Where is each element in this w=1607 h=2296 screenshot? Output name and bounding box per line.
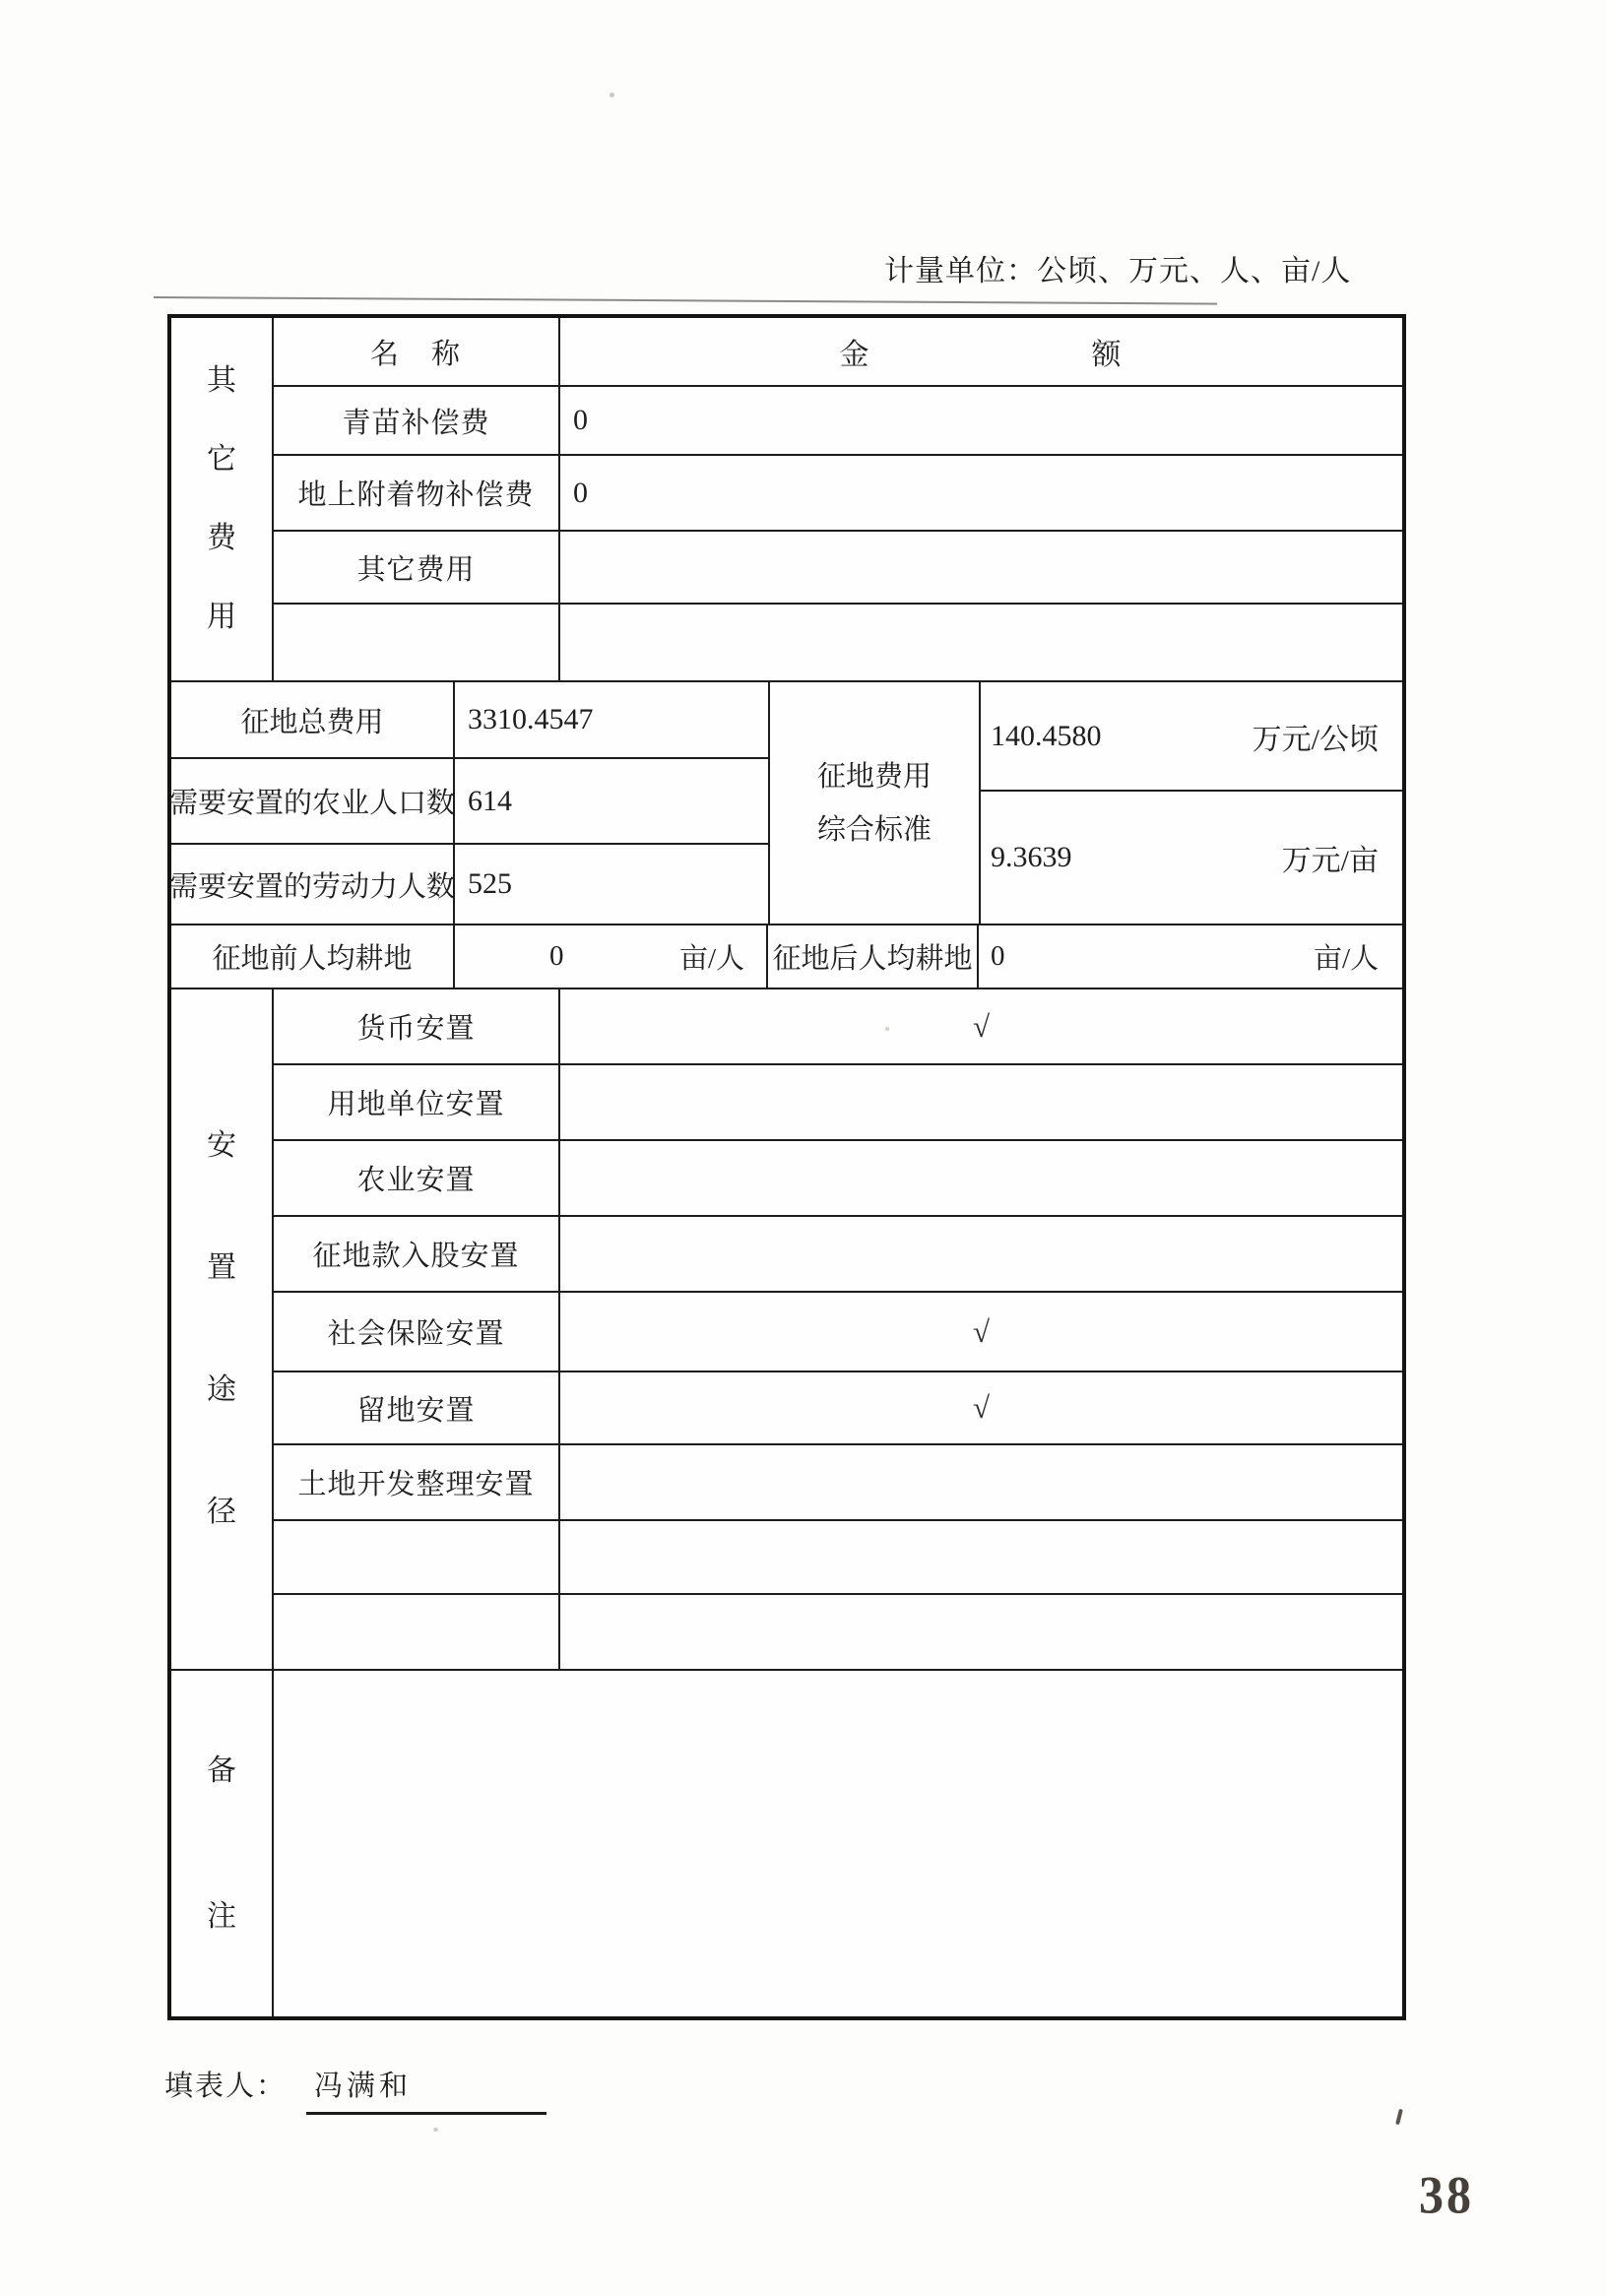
resettlement-check-cell [560, 1595, 1402, 1669]
labor-count-label: 需要安置的劳动力人数 [171, 845, 455, 924]
scan-speck [885, 1027, 889, 1031]
table-row [274, 1217, 1402, 1293]
section-remarks [171, 1671, 1402, 2016]
scan-speck [610, 93, 614, 97]
resettlement-check-cell [560, 1065, 1402, 1139]
resettlement-name-cell [274, 1595, 560, 1669]
resettlement-name-cell [274, 1521, 560, 1593]
agri-population-label: 需要安置的农业人口数 [171, 759, 455, 843]
table-row [171, 682, 768, 759]
pre-expropriation-unit: 亩/人 [678, 943, 744, 975]
other-fees-rows [274, 318, 1402, 680]
table-row [274, 456, 1402, 532]
resettlement-name-cell: 社会保险安置 [274, 1293, 560, 1371]
standard-row [981, 792, 1402, 924]
column-header-name: 名 称 [274, 318, 560, 385]
resettlement-name-cell: 货币安置 [274, 989, 560, 1063]
fee-amount-cell: 0 [573, 476, 588, 509]
fee-name-cell: 青苗补偿费 [274, 387, 560, 454]
section-resettlement [171, 989, 1402, 1671]
post-expropriation-label: 征地后人均耕地 [768, 925, 979, 988]
page-number: 38 [1419, 2164, 1474, 2225]
remarks-section-label: 备注 [207, 1754, 236, 1933]
total-cost-label: 征地总费用 [171, 682, 455, 757]
standard-value: 140.4580 [991, 719, 1102, 752]
cost-summary-left [171, 682, 770, 924]
resettlement-check-cell [560, 1217, 1402, 1291]
section-other-fees [171, 318, 1402, 682]
fee-name-cell: 其它费用 [274, 532, 560, 603]
fee-name-cell: 地上附着物补偿费 [274, 456, 560, 530]
table-row [274, 387, 1402, 456]
resettlement-section-label-cell [171, 989, 274, 1669]
resettlement-check-cell [560, 1141, 1402, 1215]
table-row [274, 1293, 1402, 1372]
pre-expropriation-value: 0 [549, 940, 564, 972]
resettlement-check-cell: √ [972, 1313, 990, 1349]
table-row [274, 1445, 1402, 1521]
table-row [274, 989, 1402, 1065]
fee-name-cell [274, 605, 560, 680]
per-capita-farmland-row [171, 925, 1402, 988]
table-header-row [274, 318, 1402, 387]
total-cost-value: 3310.4547 [468, 703, 594, 735]
comprehensive-standard-label: 征地费用综合标准 [816, 760, 932, 846]
resettlement-name-cell: 征地款入股安置 [274, 1217, 560, 1291]
column-header-amount: 金 额 [839, 339, 1124, 371]
table-row-empty [274, 1595, 1402, 1669]
table-row [274, 532, 1402, 605]
comprehensive-standard-block [770, 682, 1402, 924]
standard-unit: 万元/亩 [1281, 845, 1379, 877]
labor-count-value: 525 [468, 867, 512, 900]
table-row [274, 1065, 1402, 1141]
agri-population-value: 614 [468, 784, 512, 817]
section-cost-summary [171, 682, 1402, 989]
fee-amount-cell [560, 532, 1402, 603]
resettlement-section-label: 安置途径 [207, 1129, 236, 1528]
table-row-empty [274, 1521, 1402, 1595]
standard-unit: 万元/公顷 [1252, 723, 1379, 756]
table-row-empty [274, 605, 1402, 680]
pre-expropriation-label: 征地前人均耕地 [171, 925, 455, 988]
resettlement-name-cell: 用地单位安置 [274, 1065, 560, 1139]
resettlement-check-cell: √ [972, 1390, 990, 1425]
post-expropriation-unit: 亩/人 [1313, 943, 1379, 975]
other-fees-section-label: 其它费用 [207, 364, 236, 633]
form-filler-label: 填表人： [164, 2071, 288, 2102]
resettlement-rows [274, 989, 1402, 1669]
post-expropriation-value-cell [979, 925, 1402, 988]
resettlement-check-cell: √ [972, 1008, 990, 1044]
pre-expropriation-value-cell [455, 925, 768, 988]
standard-row [981, 682, 1402, 792]
remarks-section-label-cell [171, 1671, 274, 2016]
table-row [171, 845, 768, 924]
fee-amount-cell: 0 [573, 404, 588, 436]
land-expropriation-table [167, 314, 1406, 2020]
table-row [274, 1141, 1402, 1217]
post-expropriation-value: 0 [991, 940, 1005, 972]
fee-amount-cell [560, 605, 1402, 680]
resettlement-name-cell: 农业安置 [274, 1141, 560, 1215]
table-row [274, 1372, 1402, 1445]
scan-speck [1395, 2109, 1403, 2125]
resettlement-name-cell: 留地安置 [274, 1372, 560, 1443]
other-fees-section-label-cell [171, 318, 274, 680]
standard-value: 9.3639 [991, 841, 1072, 873]
table-row [171, 759, 768, 845]
form-filler-name: 冯满和 [306, 2064, 546, 2115]
remarks-content [274, 1671, 1402, 2016]
cost-summary-upper [171, 682, 1402, 925]
comprehensive-standard-values [981, 682, 1402, 924]
scan-double-rule [154, 296, 1217, 305]
measurement-unit-note: 计量单位：公顷、万元、人、亩/人 [884, 255, 1352, 287]
resettlement-check-cell [560, 1521, 1402, 1593]
resettlement-name-cell: 土地开发整理安置 [274, 1445, 560, 1519]
scan-speck [433, 2128, 438, 2132]
form-filler-line [164, 2064, 546, 2115]
comprehensive-standard-label-cell [770, 682, 981, 924]
resettlement-check-cell [560, 1445, 1402, 1519]
